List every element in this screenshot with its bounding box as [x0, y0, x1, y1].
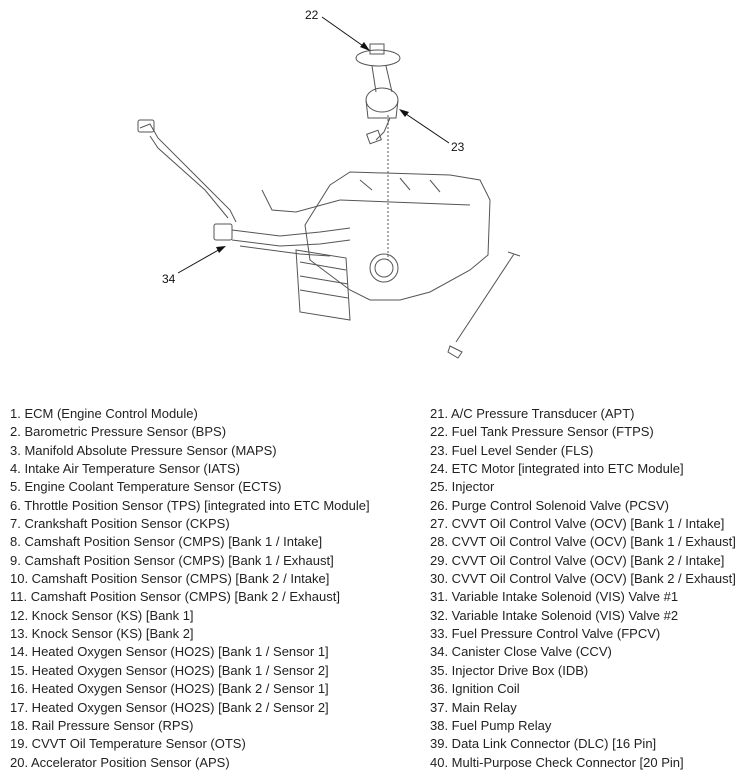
list-item: 37. Main Relay [430, 699, 517, 715]
list-item: 15. Heated Oxygen Sensor (HO2S) [Bank 1 / Sensor 2] [10, 662, 329, 678]
component-list-left [10, 405, 370, 772]
list-item: 38. Fuel Pump Relay [430, 717, 552, 733]
pump-flange [356, 50, 400, 66]
fuel-tank-illustration [0, 0, 748, 370]
list-item: 20. Accelerator Position Sensor (APS) [10, 754, 230, 770]
list-item: 6. Throttle Position Sensor (TPS) [integrated into ETC Module] [10, 497, 370, 513]
arrow-34 [216, 246, 226, 253]
list-item: 31. Variable Intake Solenoid (VIS) Valve #1 [430, 589, 679, 605]
list-item: 29. CVVT Oil Control Valve (OCV) [Bank 2 / Intake] [430, 552, 725, 568]
list-item: 39. Data Link Connector (DLC) [16 Pin] [430, 736, 657, 752]
list-item: 5. Engine Coolant Temperature Sensor (ECTS) [10, 479, 282, 495]
list-item: 10. Camshaft Position Sensor (CMPS) [Bank 2 / Intake] [10, 571, 330, 587]
list-item: 19. CVVT Oil Temperature Sensor (OTS) [10, 736, 246, 752]
list-item: 18. Rail Pressure Sensor (RPS) [10, 717, 194, 733]
list-item: 11. Camshaft Position Sensor (CMPS) [Bank 2 / Exhaust] [10, 589, 340, 605]
callout-22: 22 [305, 8, 319, 22]
list-item: 17. Heated Oxygen Sensor (HO2S) [Bank 2 / Sensor 2] [10, 699, 329, 715]
list-item: 33. Fuel Pressure Control Valve (FPCV) [430, 626, 661, 642]
list-item: 1. ECM (Engine Control Module) [10, 406, 198, 421]
list-item: 16. Heated Oxygen Sensor (HO2S) [Bank 2 / Sensor 1] [10, 681, 329, 697]
list-item: 4. Intake Air Temperature Sensor (IATS) [10, 461, 241, 477]
list-item: 2. Barometric Pressure Sensor (BPS) [10, 424, 227, 440]
list-item: 35. Injector Drive Box (IDB) [430, 662, 589, 678]
list-item: 30. CVVT Oil Control Valve (OCV) [Bank 2 / Exhaust] [430, 571, 736, 587]
list-item: 24. ETC Motor [integrated into ETC Module] [430, 461, 684, 477]
list-item: 40. Multi-Purpose Check Connector [20 Pin] [430, 754, 684, 770]
list-item: 36. Ignition Coil [430, 681, 520, 697]
fuel-system-diagram [0, 0, 748, 370]
list-item: 26. Purge Control Solenoid Valve (PCSV) [430, 497, 669, 513]
component-list-right [430, 405, 736, 772]
callout-23: 23 [451, 140, 465, 154]
list-item: 23. Fuel Level Sender (FLS) [430, 442, 594, 458]
callout-34: 34 [162, 272, 176, 286]
list-item: 28. CVVT Oil Control Valve (OCV) [Bank 1 / Exhaust] [430, 534, 736, 550]
list-item: 22. Fuel Tank Pressure Sensor (FTPS) [430, 424, 654, 440]
arrow-23 [399, 109, 409, 117]
list-item: 27. CVVT Oil Control Valve (OCV) [Bank 1 / Intake] [430, 516, 725, 532]
list-item: 25. Injector [430, 479, 495, 495]
list-item: 34. Canister Close Valve (CCV) [430, 644, 612, 660]
list-item: 9. Camshaft Position Sensor (CMPS) [Bank 1 / Exhaust] [10, 552, 334, 568]
list-item: 13. Knock Sensor (KS) [Bank 2] [10, 626, 194, 642]
list-item: 14. Heated Oxygen Sensor (HO2S) [Bank 1 / Sensor 1] [10, 644, 329, 660]
list-item: 3. Manifold Absolute Pressure Sensor (MAPS) [10, 442, 277, 458]
list-item: 12. Knock Sensor (KS) [Bank 1] [10, 607, 194, 623]
list-item: 21. A/C Pressure Transducer (APT) [430, 406, 635, 421]
list-item: 32. Variable Intake Solenoid (VIS) Valve #2 [430, 607, 679, 623]
list-item: 8. Camshaft Position Sensor (CMPS) [Bank 1 / Intake] [10, 534, 323, 550]
list-item: 7. Crankshaft Position Sensor (CKPS) [10, 516, 230, 532]
arrow-22 [360, 42, 370, 51]
